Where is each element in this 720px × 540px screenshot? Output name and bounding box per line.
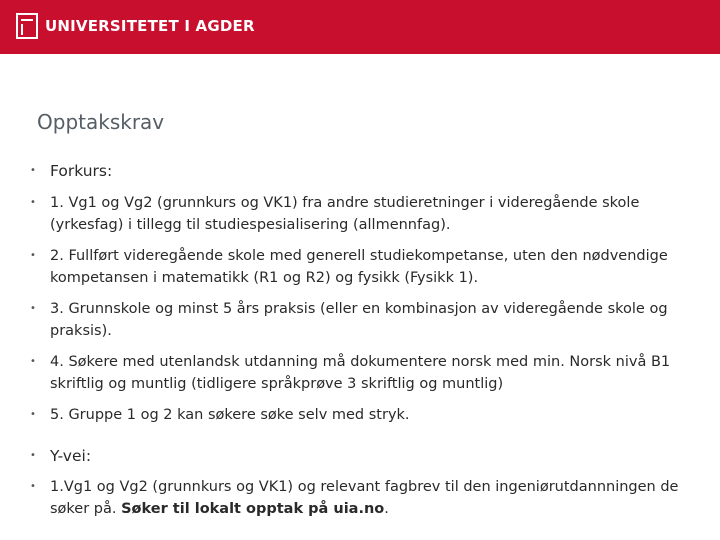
page-title: Opptakskrav (37, 110, 165, 134)
list-item-suffix: . (384, 501, 389, 517)
bullet-icon: • (30, 481, 36, 492)
bullet-icon: • (30, 303, 36, 314)
list-item-text: 3. Grunnskole og minst 5 års praksis (eller en kombinasjon av videregående skole og praksis). (50, 301, 668, 339)
list-item-forkurs (30, 160, 690, 182)
bullet-icon: • (30, 450, 36, 461)
bullet-icon: • (30, 197, 36, 208)
list-item-text: 4. Søkere med utenlandsk utdanning må dokumentere norsk med min. Norsk nivå B1 skriftlig og muntlig (tidligere språkprøve 3 skriftlig og muntlig) (50, 354, 671, 392)
logo-text: UNIVERSITETET I AGDER (45, 17, 255, 35)
bullet-icon: • (30, 409, 36, 420)
list-item-text: Forkurs: (50, 162, 113, 180)
header-bar (0, 0, 720, 54)
bullet-icon: • (30, 165, 36, 176)
list-item (30, 404, 690, 426)
list-item-y-vei (30, 445, 690, 467)
list-item (30, 192, 690, 236)
uia-logo-icon (16, 13, 38, 39)
list-item (30, 476, 690, 520)
list-item-text: 1. Vg1 og Vg2 (grunnkurs og VK1) fra andre studieretninger i videregående skole (yrkesfag) i tillegg til studiespesialisering (allmennfag). (50, 195, 640, 233)
requirements-list (30, 160, 690, 520)
list-item-text: Y-vei: (50, 447, 92, 465)
list-item (30, 298, 690, 342)
list-item-text: 2. Fullført videregående skole med generell studiekompetanse, uten den nødvendige kompetansen i matematikk (R1 og R2) og fysikk (Fysikk 1). (50, 248, 668, 286)
university-logo[interactable] (16, 12, 255, 40)
list-item-text: 5. Gruppe 1 og 2 kan søkere søke selv med stryk. (50, 407, 410, 423)
local-admission-note: Søker til lokalt opptak på uia.no (121, 501, 385, 517)
list-item (30, 245, 690, 289)
list-item-text: 1.Vg1 og Vg2 (grunnkurs og VK1) og relevant fagbrev til den ingeniørutdannningen de søker på. (50, 479, 679, 517)
bullet-icon: • (30, 250, 36, 261)
bullet-icon: • (30, 356, 36, 367)
list-item (30, 351, 690, 395)
